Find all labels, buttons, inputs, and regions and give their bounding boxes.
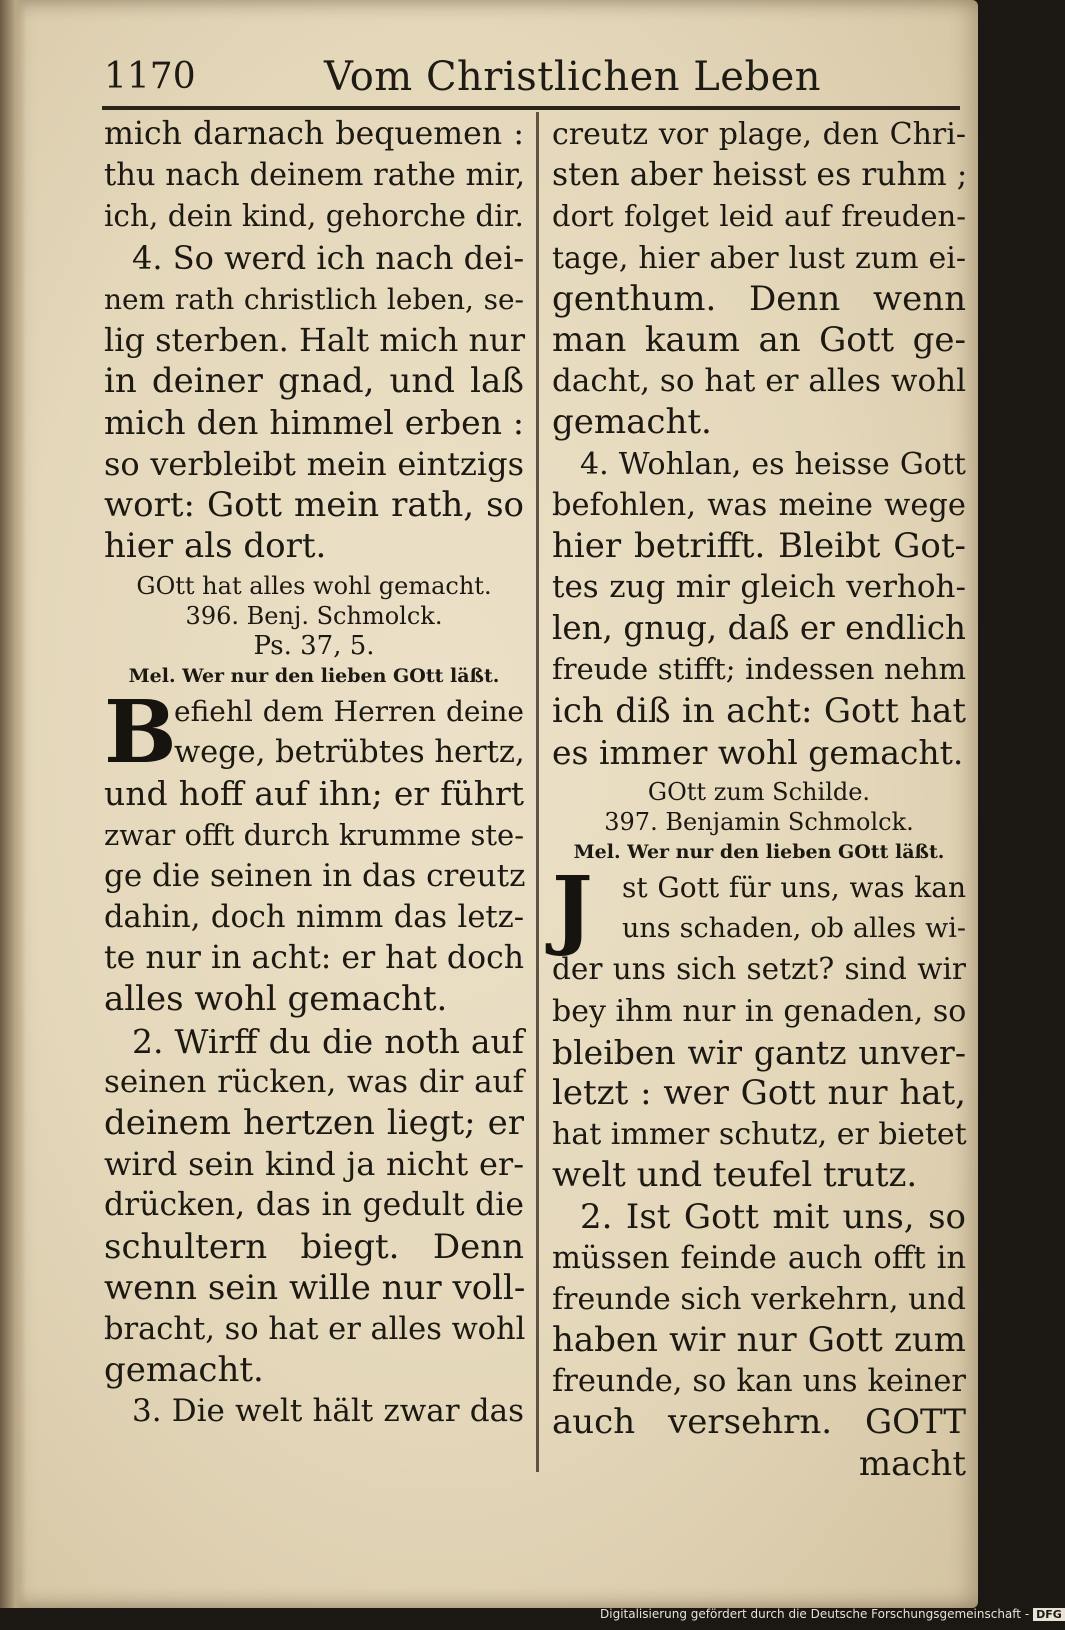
text-line: wort: Gott mein rath, so: [104, 484, 524, 525]
text-line: lig sterben. Halt mich nur: [104, 320, 526, 359]
text-line: in deiner gnad, und laß: [104, 361, 524, 402]
running-title: Vom Christlichen Leben: [324, 54, 821, 100]
page-number: 1170: [104, 56, 196, 97]
hymn-number-author: 397. Benjamin Schmolck.: [604, 808, 914, 836]
text-line: dacht, so hat er alles wohl: [552, 363, 966, 400]
text-line: gemacht.: [552, 402, 712, 443]
text-line: te nur in acht: er hat doch: [104, 940, 524, 977]
text-line: gemacht.: [104, 1350, 264, 1391]
hymn-number-author: 396. Benj. Schmolck.: [185, 602, 443, 631]
text-line: uns schaden, ob alles wi-: [622, 913, 966, 945]
text-line: wird sein kind ja nicht er-: [104, 1145, 524, 1184]
text-line: mich den himmel erben :: [104, 403, 524, 443]
text-line: man kaum an Gott ge-: [552, 319, 966, 360]
text-line: haben wir nur Gott zum: [552, 1320, 966, 1361]
verse-start-line: 4. Wohlan, es heisse Gott: [580, 446, 966, 482]
text-line: befohlen, was meine wege: [552, 487, 966, 523]
verse-start-line: 4. So werd ich nach dei-: [132, 238, 525, 277]
melody-line: Mel. Wer nur den lieben GOtt läßt.: [573, 841, 945, 863]
text-line: hat immer schutz, er bietet: [552, 1117, 967, 1153]
text-line: st Gott für uns, was kan: [622, 871, 966, 904]
hymn-heading: GOtt zum Schilde.: [647, 778, 871, 806]
text-line: hier als dort.: [104, 525, 327, 566]
column-divider: [536, 112, 539, 1472]
credit-text: Digitalisierung gefördert durch die Deutsche Forschungsgemeinschaft -: [600, 1607, 1030, 1621]
dfg-logo: DFG: [1033, 1608, 1065, 1621]
text-line: drücken, das in gedult die: [104, 1187, 524, 1224]
text-line: nem rath christlich leben, se-: [104, 282, 524, 316]
text-line: creutz vor plage, den Chri-: [552, 117, 966, 152]
text-line: müssen feinde auch offt in: [552, 1240, 966, 1276]
text-line: seinen rücken, was dir auf: [104, 1063, 524, 1100]
text-line: bracht, so hat er alles wohl: [104, 1311, 526, 1347]
catchword: macht: [858, 1443, 966, 1484]
text-line: es immer wohl gemacht.: [552, 732, 964, 772]
verse-start-line: 2. Ist Gott mit uns, so: [580, 1196, 966, 1237]
text-line: alles wohl gemacht.: [104, 979, 448, 1020]
text-line: ich, dein kind, gehorche dir.: [104, 199, 524, 234]
text-line: welt und teufel trutz.: [552, 1155, 918, 1196]
text-line: freunde sich verkehrn, und: [552, 1281, 966, 1317]
text-line: zwar offt durch krumme ste-: [104, 817, 524, 852]
text-line: bey ihm nur in genaden, so: [552, 993, 967, 1029]
text-line: so verbleibt mein eintzigs: [104, 444, 524, 483]
text-line: freude stifft; indessen nehm: [552, 652, 966, 687]
text-line: freunde, so kan uns keiner: [552, 1364, 966, 1400]
text-line: genthum. Denn wenn: [552, 278, 966, 319]
text-line: dort folget leid auf freuden-: [552, 199, 966, 234]
text-line: deinem hertzen liegt; er: [104, 1102, 524, 1143]
text-line: und hoff auf ihn; er führt: [104, 774, 524, 814]
text-line: sten aber heisst es ruhm ;: [552, 157, 968, 194]
text-line: ge die seinen in das creutz: [104, 857, 526, 894]
text-line: wenn sein wille nur voll-: [104, 1267, 526, 1308]
verse-start-line: 2. Wirff du die noth auf: [132, 1021, 524, 1061]
text-line: mich darnach bequemen :: [104, 116, 524, 152]
text-line: len, gnug, daß er endlich: [552, 609, 966, 648]
text-line: thu nach deinem rathe mir,: [104, 158, 526, 194]
drop-cap: B: [104, 682, 177, 784]
page-header: [104, 50, 960, 106]
left-column: [104, 114, 524, 1476]
page-gutter: [0, 0, 26, 1608]
text-line: efiehl dem Herren deine: [174, 695, 524, 729]
text-line: dahin, doch nimm das letz-: [104, 900, 524, 935]
text-line: bleiben wir gantz unver-: [552, 1032, 966, 1072]
text-line: tage, hier aber lust zum ei-: [552, 240, 966, 276]
text-line: letzt : wer Gott nur hat,: [552, 1072, 966, 1113]
header-rule: [102, 106, 960, 110]
digitization-credit: [600, 1607, 1062, 1627]
text-line: schultern biegt. Denn: [104, 1226, 524, 1267]
verse-start-line: 3. Die welt hält zwar das: [132, 1393, 524, 1430]
text-line: wege, betrübtes hertz,: [174, 735, 525, 771]
psalm-reference: Ps. 37, 5.: [253, 631, 375, 662]
text-line: hier betrifft. Bleibt Got-: [552, 525, 966, 566]
text-line: auch versehrn. GOTT: [552, 1402, 966, 1443]
text-line: tes zug mir gleich verhoh-: [552, 569, 966, 606]
hymn-opening: [552, 858, 966, 959]
text-line: der uns sich setzt? sind wir: [552, 952, 966, 987]
text-line: ich diß in acht: Gott hat: [552, 690, 966, 731]
hymn-opening: [104, 682, 525, 784]
melody-line: Mel. Wer nur den lieben GOtt läßt.: [128, 665, 500, 688]
drop-cap: J: [552, 858, 593, 959]
hymn-heading: GOtt hat alles wohl gemacht.: [136, 572, 492, 601]
right-column: [552, 114, 968, 1484]
